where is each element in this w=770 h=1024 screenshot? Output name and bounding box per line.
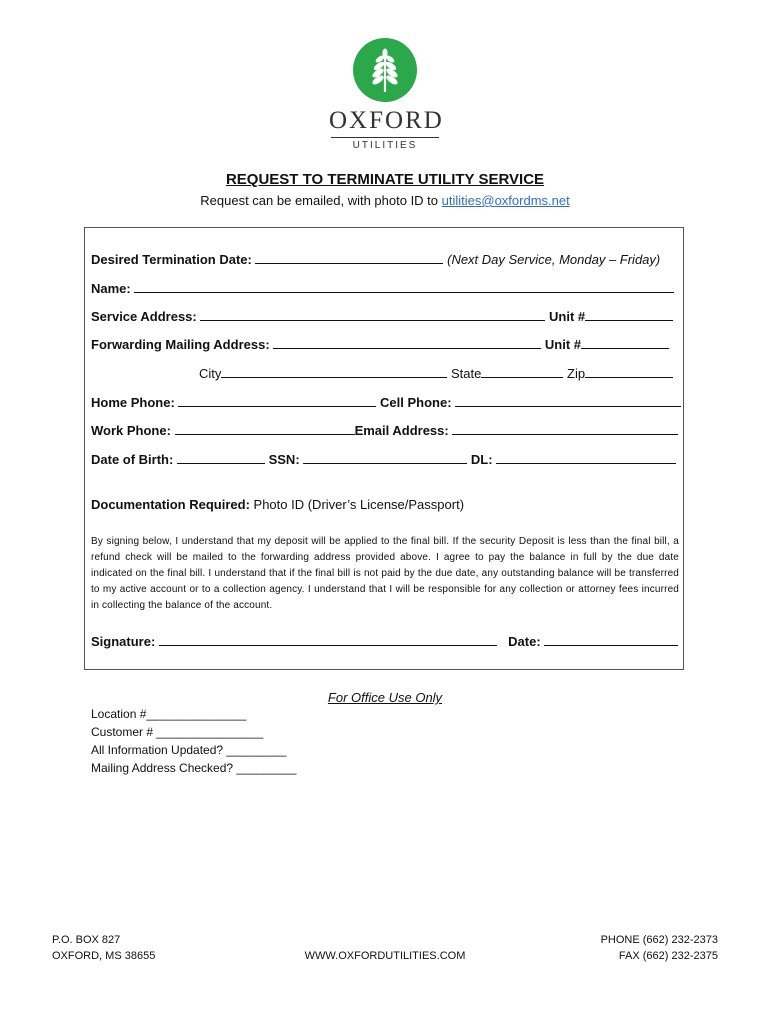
work-email-row — [91, 422, 678, 439]
ssn-field[interactable] — [303, 451, 467, 464]
office-info-updated: All Information Updated? _________ — [91, 743, 287, 757]
state-label: State — [451, 366, 482, 381]
home-phone-label: Home Phone: — [91, 395, 175, 410]
service-unit-label: Unit # — [549, 309, 586, 324]
state-field[interactable] — [481, 365, 563, 378]
city-field[interactable] — [221, 365, 447, 378]
logo-subtitle: UTILITIES — [352, 140, 418, 151]
footer-fax: FAX (662) 232-2375 — [618, 950, 718, 962]
documentation-value: Photo ID (Driver’s License/Passport) — [253, 497, 465, 512]
office-mailing-checked: Mailing Address Checked? _________ — [91, 761, 297, 775]
date-field[interactable] — [544, 633, 678, 646]
dob-label: Date of Birth: — [91, 452, 174, 467]
documentation-label: Documentation Required: — [91, 497, 250, 512]
home-phone-field[interactable] — [178, 394, 376, 407]
zip-label: Zip — [567, 366, 586, 381]
name-label: Name: — [91, 281, 131, 296]
forwarding-address-field[interactable] — [273, 336, 541, 349]
phone-row — [91, 394, 681, 411]
signature-row — [91, 633, 678, 650]
documentation-row — [91, 497, 464, 513]
service-address-row — [91, 308, 673, 325]
dob-field[interactable] — [177, 451, 265, 464]
logo-name: OXFORD — [329, 107, 444, 134]
oxford-utilities-logo — [329, 38, 444, 152]
termination-date-label: Desired Termination Date: — [91, 252, 252, 267]
dl-label: DL: — [470, 452, 493, 467]
subtitle — [0, 193, 770, 208]
zip-field[interactable] — [585, 365, 673, 378]
footer-website[interactable]: WWW.OXFORDUTILITIES.COM — [304, 950, 466, 962]
logo-divider — [331, 137, 439, 138]
footer-contact — [601, 932, 718, 964]
agreement-text: By signing below, I understand that my deposit will be applied to the final bill. If the security Deposit is less than the final bill, a refund check will be mailed to the forwarding address provided above. I agree to pay the balance in full by the due date indicated on the final bill. I understand that if the final bill is not paid by the due date, any outstanding balance will be transferred to my active account or to a collection agency. I understand that I will be responsible for any collection or attorney fees incurred in collecting the balance of the account. — [91, 536, 679, 611]
signature-label: Signature: — [91, 634, 156, 649]
subtitle-text: Request can be emailed, with photo ID to — [200, 193, 442, 208]
email-link[interactable]: utilities@oxfordms.net — [441, 193, 570, 208]
dob-ssn-dl-row — [91, 451, 676, 468]
forwarding-unit-field[interactable] — [581, 336, 669, 349]
page-title: REQUEST TO TERMINATE UTILITY SERVICE — [225, 171, 545, 188]
name-field[interactable] — [134, 280, 674, 293]
ssn-label: SSN: — [268, 452, 300, 467]
forwarding-address-row — [91, 336, 669, 353]
date-label: Date: — [508, 634, 541, 649]
service-unit-field[interactable] — [585, 308, 673, 321]
forwarding-address-label: Forwarding Mailing Address: — [91, 337, 270, 352]
service-address-field[interactable] — [200, 308, 545, 321]
email-address-field[interactable] — [452, 422, 678, 435]
forwarding-unit-label: Unit # — [544, 337, 582, 352]
footer-city: OXFORD, MS 38655 — [52, 950, 156, 962]
office-location: Location #_______________ — [91, 707, 247, 721]
work-phone-label: Work Phone: — [91, 423, 171, 438]
cell-phone-label: Cell Phone: — [380, 395, 452, 410]
termination-date-field[interactable] — [255, 251, 443, 264]
office-use-title: For Office Use Only — [327, 690, 443, 705]
cell-phone-field[interactable] — [455, 394, 681, 407]
termination-note: (Next Day Service, Monday – Friday) — [447, 252, 661, 267]
city-state-zip-row — [199, 365, 673, 382]
dl-field[interactable] — [496, 451, 676, 464]
work-phone-field[interactable] — [175, 422, 355, 435]
footer-phone: PHONE (662) 232-2373 — [600, 934, 718, 946]
termination-date-row — [91, 251, 660, 268]
name-row — [91, 280, 674, 297]
city-label: City — [199, 366, 222, 381]
signature-field[interactable] — [159, 633, 497, 646]
email-address-label: Email Address: — [354, 423, 449, 438]
leaf-icon — [353, 38, 417, 102]
service-address-label: Service Address: — [91, 309, 197, 324]
office-customer: Customer # ________________ — [91, 725, 264, 739]
footer-po-box: P.O. BOX 827 — [52, 934, 121, 946]
